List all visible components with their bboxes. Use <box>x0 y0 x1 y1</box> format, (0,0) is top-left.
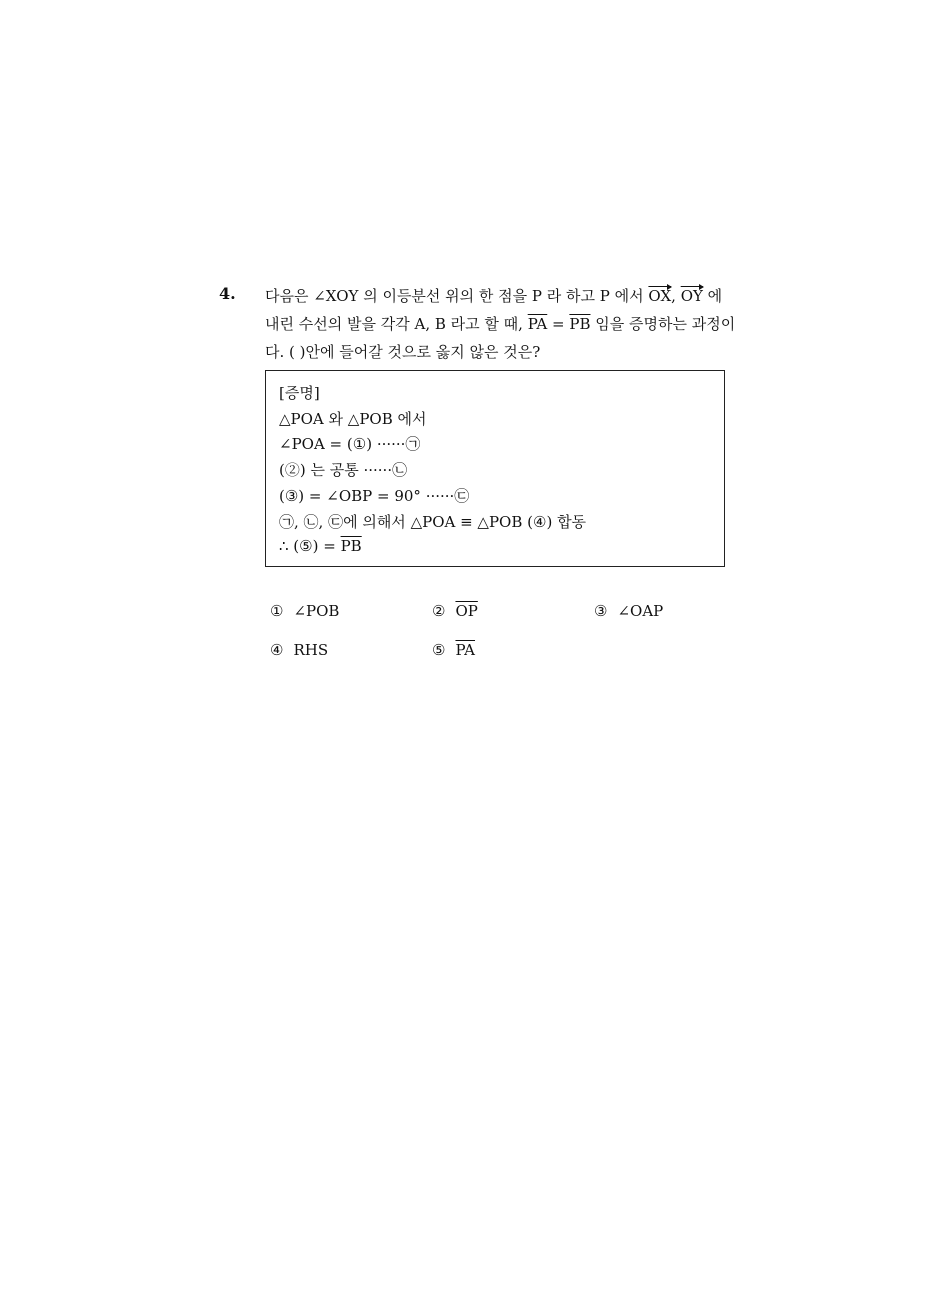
choice-text: RHS <box>293 641 329 659</box>
stem-line-1 <box>265 285 722 306</box>
proof-title: [증명] <box>279 384 320 402</box>
proof-box <box>265 370 725 567</box>
vector-ox: $\overline{OX}$ <box>648 287 672 305</box>
proof-conclusion-text: ∴ (⑤) = <box>279 537 341 555</box>
stem-line-3: 다. ( )안에 들어갈 것으로 옳지 않은 것은? <box>265 343 541 361</box>
choice-3[interactable] <box>594 602 663 620</box>
proof-line-6 <box>279 537 362 555</box>
choice-text: ∠OAP <box>617 602 664 620</box>
equals-sign: = <box>547 315 570 333</box>
segment-pa: $\overline{PA}$ <box>527 315 548 333</box>
stem-text: 에 <box>702 287 723 305</box>
stem-separator: , <box>671 287 681 305</box>
choice-2[interactable] <box>432 602 478 620</box>
stem-text: 다음은 ∠XOY 의 이등분선 위의 한 점을 P 라 하고 P 에서 <box>265 287 649 305</box>
choice-5[interactable] <box>432 641 475 659</box>
segment-pb: $\overline{PB}$ <box>569 315 591 333</box>
choice-number: ③ <box>594 602 608 620</box>
choice-number: ② <box>432 602 446 620</box>
proof-line-1: △POA 와 △POB 에서 <box>279 410 427 428</box>
choice-number: ④ <box>270 641 284 659</box>
segment-pb: $\overline{PB}$ <box>340 537 362 555</box>
question-number: 4. <box>219 284 236 303</box>
choice-text: $\overline{PA}$ <box>455 641 476 659</box>
stem-line-2 <box>265 313 735 334</box>
proof-line-5: ㉠, ㉡, ㉢에 의해서 △POA ≡ △POB (④) 합동 <box>279 513 587 531</box>
choice-text: ∠POB <box>293 602 340 620</box>
stem-text: 임을 증명하는 과정이 <box>590 315 736 333</box>
proof-line-4: (③) = ∠OBP = 90° ······㉢ <box>279 487 470 505</box>
choice-text: $\overline{OP}$ <box>455 602 478 620</box>
vector-oy: $\overline{OY}$ <box>680 287 703 305</box>
stem-text: 내린 수선의 발을 각각 A, B 라고 할 때, <box>265 315 528 333</box>
choice-4[interactable] <box>270 641 328 659</box>
choice-number: ① <box>270 602 284 620</box>
choice-1[interactable] <box>270 602 339 620</box>
choice-number: ⑤ <box>432 641 446 659</box>
proof-line-3: (②) 는 공통 ······㉡ <box>279 461 408 479</box>
proof-line-2: ∠POA = (①) ······㉠ <box>279 435 421 453</box>
